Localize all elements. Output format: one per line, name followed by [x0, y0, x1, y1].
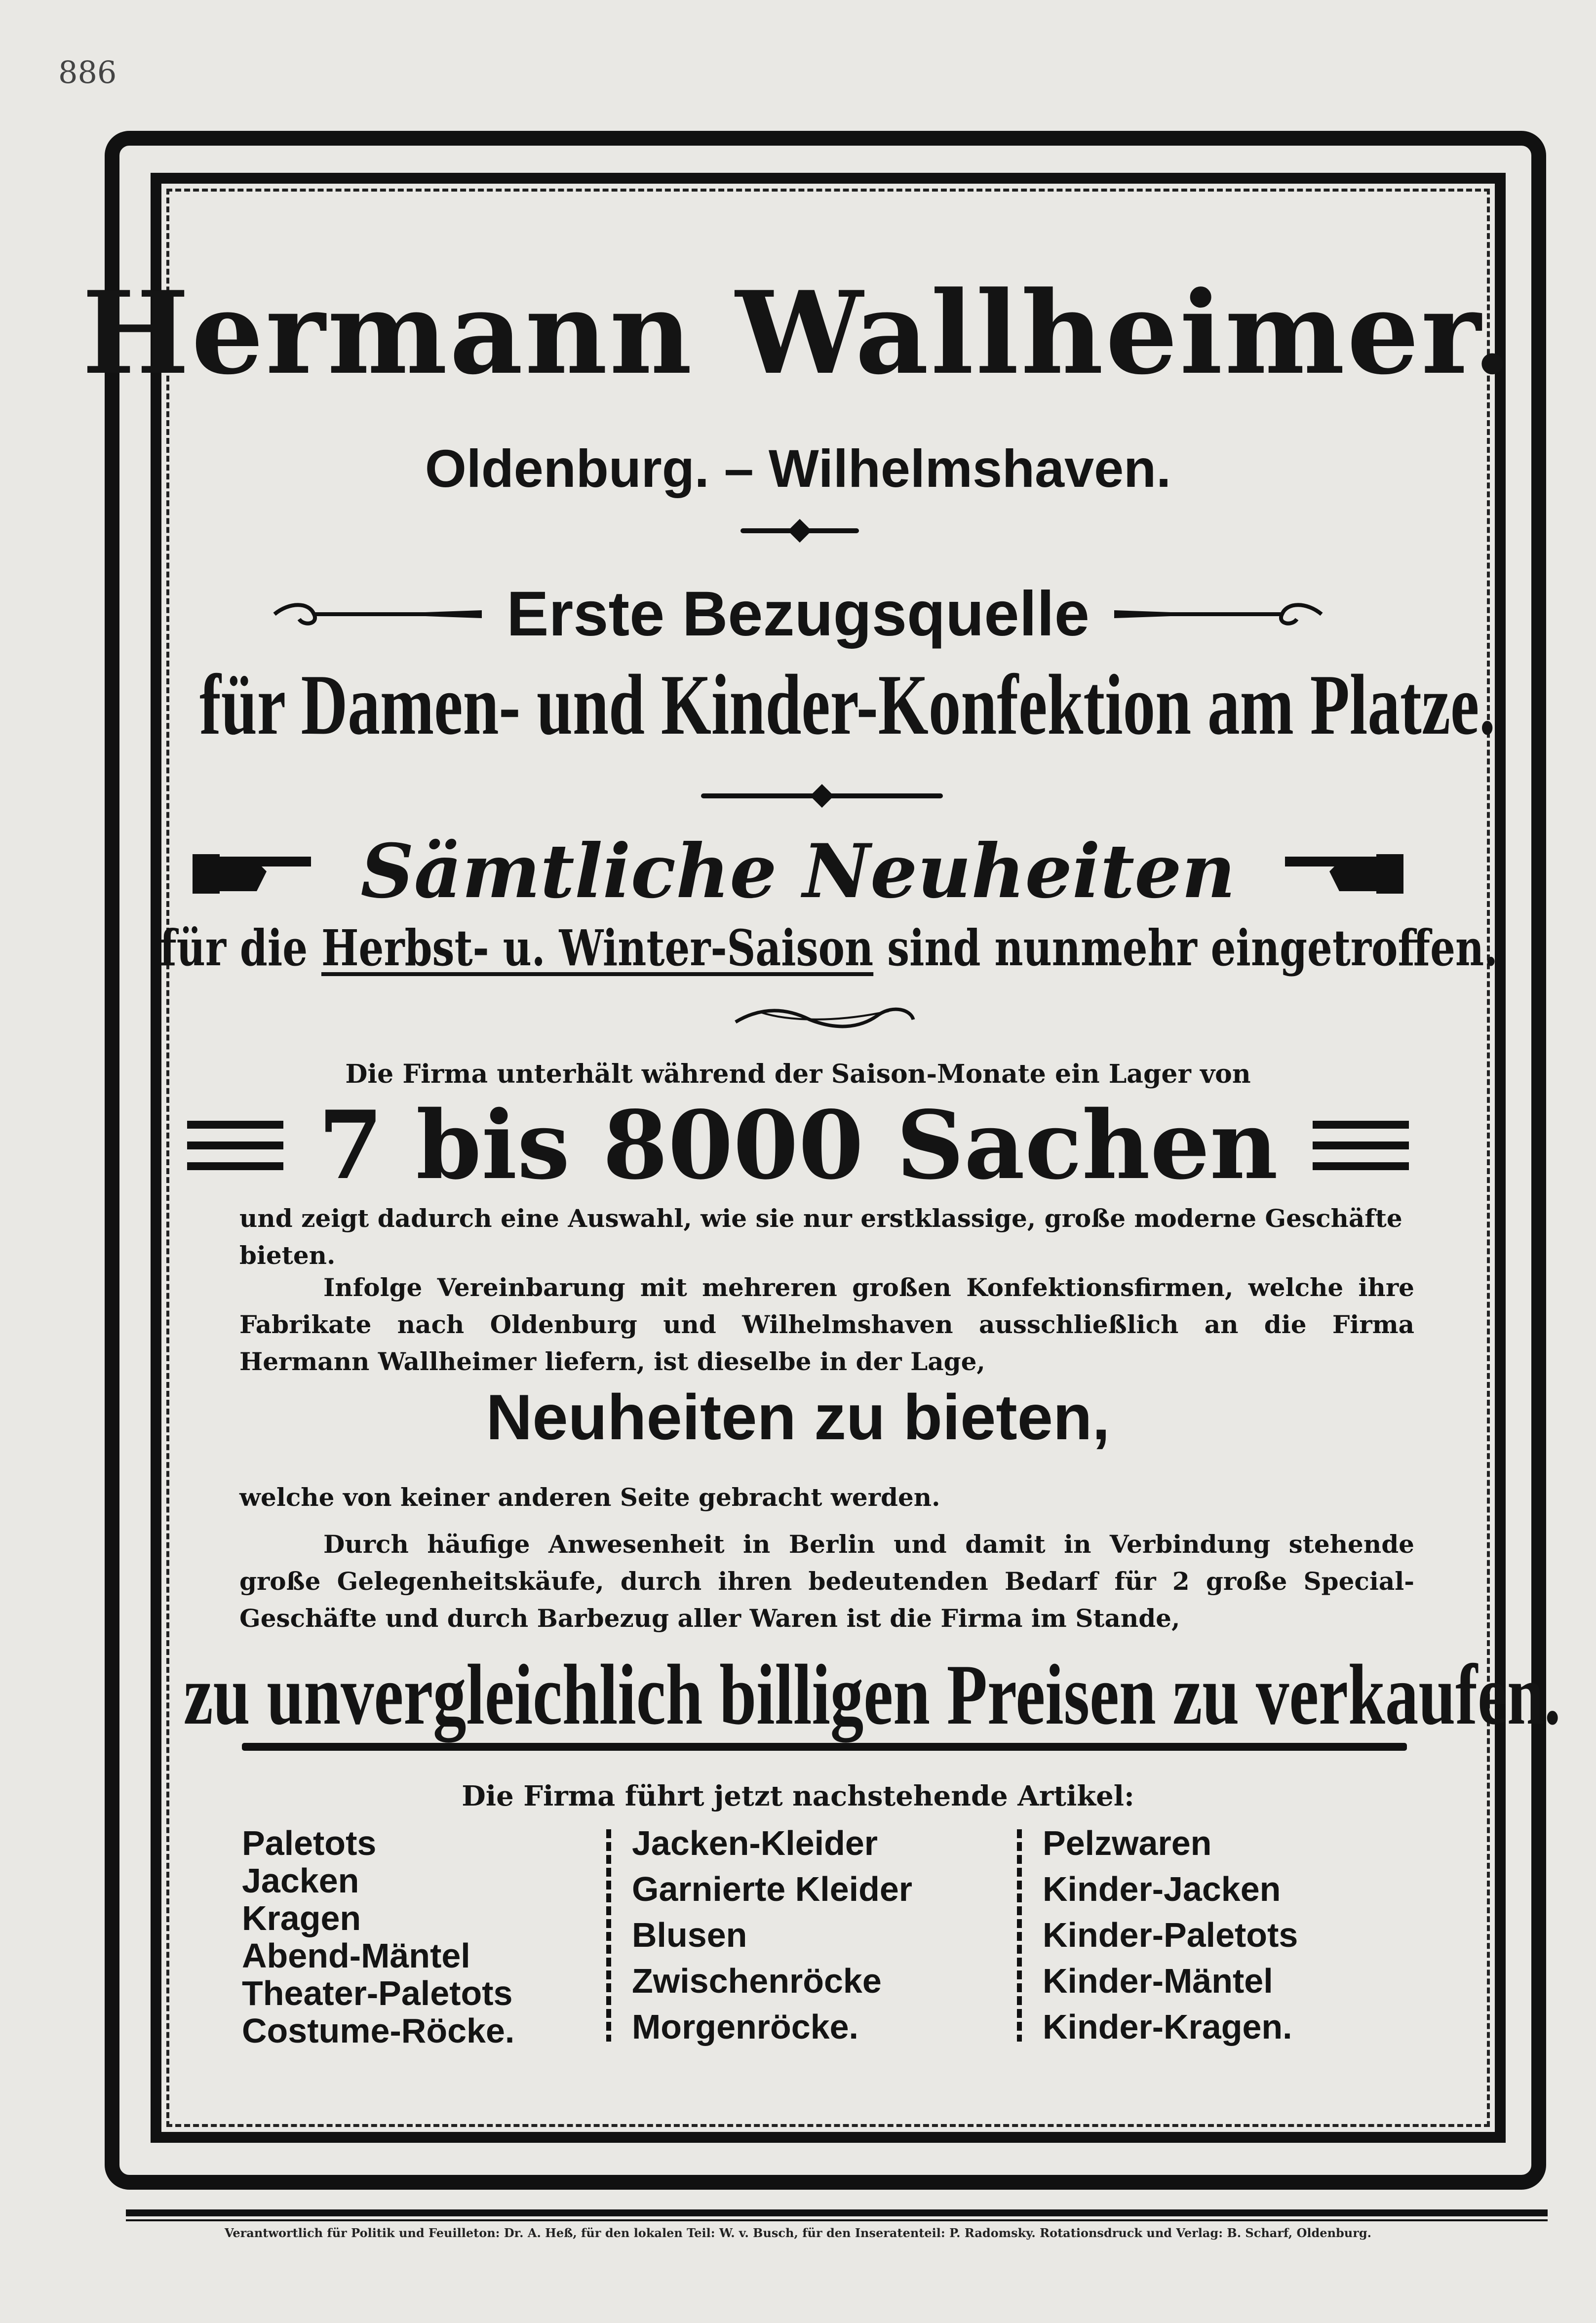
- article-item: Jacken: [242, 1861, 359, 1900]
- article-item: Kinder-Paletots: [1043, 1916, 1298, 1954]
- article-item: Garnierte Kleider: [632, 1870, 912, 1908]
- triple-bar-left-icon: [187, 1121, 283, 1170]
- season-underlined: Herbst- u. Winter-Saison: [321, 919, 874, 977]
- season-pre: für die: [159, 919, 321, 977]
- article-item: Kinder-Mäntel: [1043, 1962, 1273, 2000]
- subhead: Erste Bezugsquelle: [506, 579, 1090, 649]
- imprint-footer: Verantwortlich für Politik und Feuilleton: Dr. A. Heß, für den lokalen Teil: W. v. Busch, für den Inseratenteil: P. Radomsky. Rotationsdruck und Verlag: B. Scharf, Oldenburg.: [224, 2226, 1372, 2240]
- article-item: Kinder-Kragen.: [1043, 2008, 1292, 2046]
- season-post: sind nunmehr eingetroffen.: [873, 919, 1498, 977]
- pointing-hand-left-icon: [1280, 844, 1403, 899]
- footer-rule-thin: [126, 2219, 1548, 2221]
- agreement-paragraph: [239, 1269, 1414, 1380]
- article-item: Pelzwaren: [1043, 1824, 1212, 1862]
- highlight-outro: welche von keiner anderen Seite gebracht werden.: [239, 1483, 940, 1512]
- novelty-title: Sämtliche Neuheiten: [360, 828, 1236, 915]
- page-number: 886: [58, 54, 117, 90]
- articles-column-1: [242, 1824, 514, 2049]
- article-item: Paletots: [242, 1824, 377, 1862]
- article-item: Zwischenröcke: [632, 1962, 882, 2000]
- articles-header: Die Firma führt jetzt nachstehende Artikel:: [462, 1780, 1134, 1812]
- articles-column-2: [632, 1824, 912, 2054]
- article-item: Abend-Mäntel: [242, 1936, 470, 1975]
- article-item: Jacken-Kleider: [632, 1824, 878, 1862]
- purchase-text: Durch häufige Anwesenheit in Berlin und damit in Verbindung stehende große Gelegenheitskäufe, durch ihren bedeutenden Bedarf für 2 große Special-Geschäfte und durch Barbezug aller Waren ist die Firma im Stande,: [239, 1530, 1414, 1633]
- column-divider-2: [1017, 1829, 1022, 2042]
- article-item: Morgenröcke.: [632, 2008, 858, 2046]
- triple-bar-right-icon: [1313, 1121, 1409, 1170]
- article-item: Theater-Paletots: [242, 1974, 513, 2012]
- scroll-ornament-right-icon: [1109, 599, 1326, 629]
- novelty-row: [0, 828, 1596, 915]
- article-item: Costume-Röcke.: [242, 2011, 515, 2050]
- articles-column-3: [1043, 1824, 1298, 2054]
- scroll-ornament-center-icon: [731, 1002, 918, 1032]
- stock-intro: Die Firma unterhält während der Saison-Monate ein Lager von: [345, 1059, 1251, 1089]
- season-line: [159, 919, 1498, 977]
- ornament-divider-2: [701, 793, 943, 798]
- price-claim-underline: [242, 1743, 1407, 1751]
- highlight-novelties: Neuheiten zu bieten,: [486, 1381, 1110, 1453]
- price-claim: zu unvergleichlich billigen Preisen zu verkaufen.: [183, 1647, 1561, 1742]
- agreement-text: Infolge Vereinbarung mit mehreren großen Konfektionsfirmen, welche ihre Fabrikate nach Oldenburg und Wilhelmshaven ausschließlich an die Firma Hermann Wallheimer liefern, ist dieselbe in der Lage,: [239, 1273, 1414, 1376]
- scroll-ornament-left-icon: [270, 599, 487, 629]
- article-item: Kragen: [242, 1899, 361, 1937]
- line-damen-kinder-konfektion: für Damen- und Kinder-Konfektion am Platze.: [199, 657, 1496, 752]
- pointing-hand-right-icon: [193, 844, 316, 899]
- purchase-paragraph: [239, 1526, 1414, 1637]
- stock-count: 7 bis 8000 Sachen: [318, 1090, 1278, 1200]
- footer-rule: [126, 2209, 1548, 2216]
- article-item: Kinder-Jacken: [1043, 1870, 1281, 1908]
- subhead-row: [0, 579, 1596, 649]
- column-divider-1: [606, 1829, 611, 2042]
- cities-line: Oldenburg. – Wilhelmshaven.: [425, 438, 1171, 498]
- article-item: Blusen: [632, 1916, 747, 1954]
- ornament-divider: [740, 528, 859, 533]
- stock-outro: und zeigt dadurch eine Auswahl, wie sie nur erstklassige, große moderne Geschäfte bieten.: [239, 1204, 1402, 1270]
- stock-row: [0, 1090, 1596, 1200]
- advertiser-name: Hermann Wallheimer.: [82, 267, 1514, 400]
